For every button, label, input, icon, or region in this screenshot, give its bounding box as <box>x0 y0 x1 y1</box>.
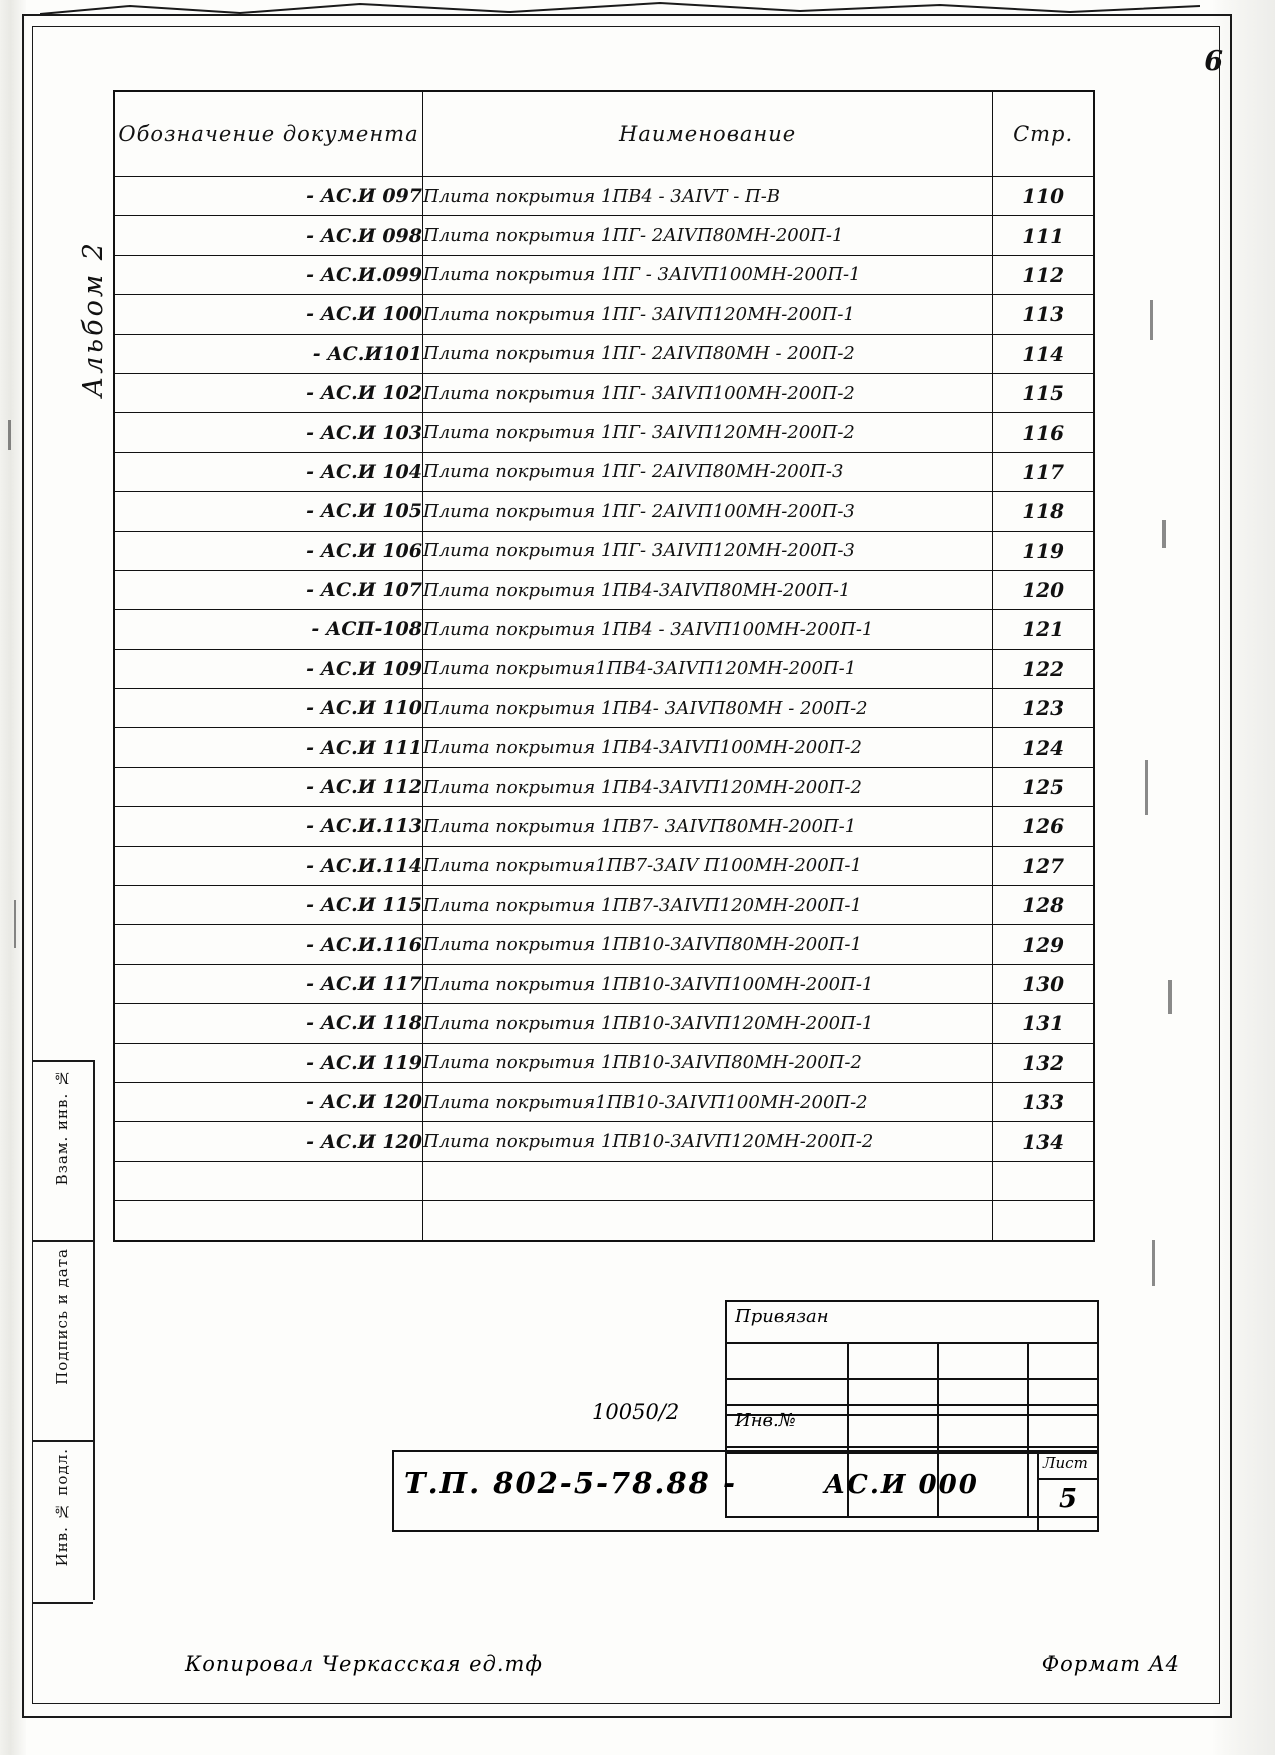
row-code: - АС.И 103 <box>114 413 423 452</box>
table-row <box>114 1082 1094 1121</box>
table-row <box>114 1004 1094 1043</box>
row-page: 118 <box>993 492 1094 531</box>
left-stamp-column <box>33 1060 95 1600</box>
header-cell-page: Стр. <box>993 91 1094 177</box>
row-page: 120 <box>993 570 1094 609</box>
row-code: - АСП-108 <box>114 610 423 649</box>
table-row <box>114 689 1094 728</box>
table-row <box>114 452 1094 491</box>
row-name: Плита покрытия 1ПВ10-3АIVП120МН-200П-1 <box>423 1004 993 1043</box>
row-code: - АС.И 098 <box>114 216 423 255</box>
table-row <box>114 373 1094 412</box>
list-box <box>1037 1452 1097 1530</box>
empty-cell <box>114 1201 423 1241</box>
header-cell-code: Обозначение документа <box>114 91 423 177</box>
table-row <box>114 492 1094 531</box>
row-page: 116 <box>993 413 1094 452</box>
row-name: Плита покрытия 1ПВ10-3АIVП80МН-200П-2 <box>423 1043 993 1082</box>
row-code: - АС.И 120 <box>114 1122 423 1161</box>
row-code: - АС.И 115 <box>114 886 423 925</box>
contents-table <box>113 90 1095 1242</box>
row-page: 110 <box>993 177 1094 216</box>
empty-cell <box>423 1161 993 1200</box>
table-row <box>114 846 1094 885</box>
row-code: - АС.И 112 <box>114 767 423 806</box>
row-code: - АС.И 111 <box>114 728 423 767</box>
row-name: Плита покрытия 1ПГ- 3АIVП120МН-200П-2 <box>423 413 993 452</box>
table-row <box>114 1043 1094 1082</box>
row-page: 113 <box>993 295 1094 334</box>
row-name: Плита покрытия 1ПВ4 - 3АIVП100МН-200П-1 <box>423 610 993 649</box>
list-label: Лист <box>1043 1454 1088 1472</box>
row-name: Плита покрытия 1ПВ4-3АIVП80МН-200П-1 <box>423 570 993 609</box>
row-code: - АС.И.116 <box>114 925 423 964</box>
row-page: 131 <box>993 1004 1094 1043</box>
row-name: Плита покрытия 1ПГ- 3АIVП100МН-200П-2 <box>423 373 993 412</box>
row-name: Плита покрытия 1ПВ7- 3АIVП80МН-200П-1 <box>423 807 993 846</box>
empty-cell <box>993 1201 1094 1241</box>
row-name: Плита покрытия1ПВ4-3АIVП120МН-200П-1 <box>423 649 993 688</box>
row-code: - АС.И.114 <box>114 846 423 885</box>
left-stamp-label-podpis: Подпись и дата <box>53 1248 71 1385</box>
row-page: 125 <box>993 767 1094 806</box>
row-page: 114 <box>993 334 1094 373</box>
table-row <box>114 413 1094 452</box>
row-name: Плита покрытия 1ПГ- 2АIVП100МН-200П-3 <box>423 492 993 531</box>
row-name: Плита покрытия 1ПВ4- 3АIVП80МН - 200П-2 <box>423 689 993 728</box>
document-code: АС.И 000 <box>824 1470 979 1500</box>
row-name: Плита покрытия 1ПГ- 2АIVП80МН-200П-3 <box>423 452 993 491</box>
row-code: - АС.И 104 <box>114 452 423 491</box>
table-row <box>114 255 1094 294</box>
row-code: - АС.И 118 <box>114 1004 423 1043</box>
table-row <box>114 295 1094 334</box>
left-stamp-label-inv: Инв. № подл. <box>53 1448 71 1567</box>
row-name: Плита покрытия 1ПГ- 3АIVП120МН-200П-3 <box>423 531 993 570</box>
header-cell-name: Наименование <box>423 91 993 177</box>
title-stamp <box>392 1450 1099 1532</box>
row-name: Плита покрытия 1ПГ- 2АIVП80МН-200П-1 <box>423 216 993 255</box>
row-page: 126 <box>993 807 1094 846</box>
table-row <box>114 610 1094 649</box>
table-row <box>114 807 1094 846</box>
row-page: 127 <box>993 846 1094 885</box>
left-stamp-cell-podpis <box>33 1240 93 1442</box>
row-code: - АС.И 106 <box>114 531 423 570</box>
row-name: Плита покрытия1ПВ10-3АIVП100МН-200П-2 <box>423 1082 993 1121</box>
row-page: 111 <box>993 216 1094 255</box>
row-page: 119 <box>993 531 1094 570</box>
row-code: - АС.И101 <box>114 334 423 373</box>
row-name: Плита покрытия 1ПВ4-3АIVП120МН-200П-2 <box>423 767 993 806</box>
row-page: 112 <box>993 255 1094 294</box>
table-row-empty <box>114 1161 1094 1200</box>
inventory-label: Инв.№ <box>735 1410 796 1431</box>
row-page: 129 <box>993 925 1094 964</box>
row-code: - АС.И 109 <box>114 649 423 688</box>
empty-cell <box>114 1161 423 1200</box>
table-row <box>114 964 1094 1003</box>
row-code: - АС.И.099 <box>114 255 423 294</box>
table-row-empty <box>114 1201 1094 1241</box>
table-row <box>114 886 1094 925</box>
empty-cell <box>993 1161 1094 1200</box>
row-name: Плита покрытия1ПВ7-3АIV П100МН-200П-1 <box>423 846 993 885</box>
row-page: 124 <box>993 728 1094 767</box>
page-number-top: 6 <box>1204 46 1223 77</box>
table-row <box>114 649 1094 688</box>
row-page: 134 <box>993 1122 1094 1161</box>
list-number: 5 <box>1059 1484 1078 1514</box>
row-name: Плита покрытия 1ПГ - 3АIVП100МН-200П-1 <box>423 255 993 294</box>
left-stamp-label-vzam: Взам. инв. № <box>53 1068 71 1186</box>
row-code: - АС.И 119 <box>114 1043 423 1082</box>
row-code: - АС.И 117 <box>114 964 423 1003</box>
copied-by-note: Копировал Черкасская ед.тф <box>185 1652 543 1676</box>
album-label: Альбом 2 <box>78 240 109 398</box>
row-name: Плита покрытия 1ПГ- 2АIVП80МН - 200П-2 <box>423 334 993 373</box>
row-code: - АС.И 102 <box>114 373 423 412</box>
row-code: - АС.И 110 <box>114 689 423 728</box>
row-name: Плита покрытия 1ПГ- 3АIVП120МН-200П-1 <box>423 295 993 334</box>
row-code: - АС.И 100 <box>114 295 423 334</box>
row-name: Плита покрытия 1ПВ4-3АIVП100МН-200П-2 <box>423 728 993 767</box>
table-row <box>114 216 1094 255</box>
table-row <box>114 1122 1094 1161</box>
contents-table-body <box>114 91 1094 1241</box>
row-page: 117 <box>993 452 1094 491</box>
table-header-row <box>114 91 1094 177</box>
row-name: Плита покрытия 1ПВ10-3АIVП120МН-200П-2 <box>423 1122 993 1161</box>
row-name: Плита покрытия 1ПВ10-3АIVП100МН-200П-1 <box>423 964 993 1003</box>
table-row <box>114 728 1094 767</box>
table-row <box>114 334 1094 373</box>
table-row <box>114 925 1094 964</box>
row-name: Плита покрытия 1ПВ4 - 3АIVТ - П-В <box>423 177 993 216</box>
row-page: 121 <box>993 610 1094 649</box>
row-code: - АС.И.113 <box>114 807 423 846</box>
left-stamp-cell-inv <box>33 1440 93 1604</box>
table-row <box>114 531 1094 570</box>
row-name: Плита покрытия 1ПВ10-3АIVП80МН-200П-1 <box>423 925 993 964</box>
row-page: 128 <box>993 886 1094 925</box>
row-code: - АС.И 105 <box>114 492 423 531</box>
row-page: 123 <box>993 689 1094 728</box>
table-row <box>114 177 1094 216</box>
empty-cell <box>423 1201 993 1241</box>
row-code: - АС.И 107 <box>114 570 423 609</box>
row-page: 130 <box>993 964 1094 1003</box>
row-name: Плита покрытия 1ПВ7-3АIVП120МН-200П-1 <box>423 886 993 925</box>
row-code: - АС.И 097 <box>114 177 423 216</box>
sheet-code: 10050/2 <box>592 1400 680 1424</box>
row-page: 122 <box>993 649 1094 688</box>
table-row <box>114 767 1094 806</box>
format-note: Формат А4 <box>1041 1652 1180 1676</box>
row-page: 132 <box>993 1043 1094 1082</box>
left-stamp-cell-vzam <box>33 1060 93 1242</box>
row-code: - АС.И 120 <box>114 1082 423 1121</box>
row-page: 133 <box>993 1082 1094 1121</box>
title-code: Т.П. 802-5-78.88 - <box>404 1466 737 1500</box>
privyazka-label: Привязан <box>735 1306 829 1327</box>
table-row <box>114 570 1094 609</box>
row-page: 115 <box>993 373 1094 412</box>
